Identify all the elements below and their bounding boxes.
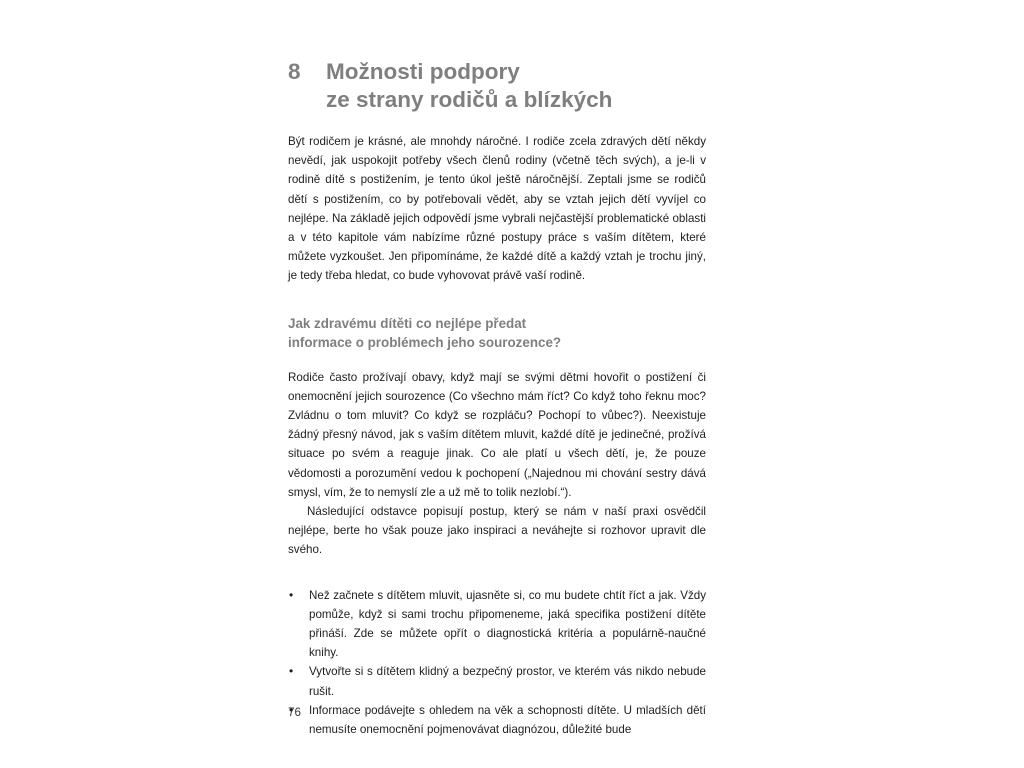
chapter-title-line-2: ze strany rodičů a blízkých bbox=[326, 87, 613, 112]
section-heading-line-1: Jak zdravému dítěti co nejlépe předat bbox=[288, 315, 527, 331]
bullet-list bbox=[288, 586, 706, 740]
section-heading bbox=[288, 314, 706, 352]
bullet-item: • Vytvořte si s dítětem klidný a bezpečný prostor, ve kterém vás nikdo nebude rušit. bbox=[288, 662, 706, 700]
book-page bbox=[288, 58, 706, 739]
section-heading-line-2: informace o problémech jeho sourozence? bbox=[288, 334, 562, 350]
chapter-number: 8 bbox=[288, 59, 301, 84]
page-number: 76 bbox=[288, 706, 301, 719]
chapter-heading bbox=[288, 58, 706, 114]
bullet-item: • Informace podávejte s ohledem na věk a schopnosti dítěte. U mladších dětí nemusíte onemocnění pojmenovávat diagnózou, důležité bude bbox=[288, 701, 706, 739]
chapter-title bbox=[326, 58, 706, 114]
section-paragraph-2: Následující odstavce popisují postup, který se nám v naší praxi osvědčil nejlépe, berte ho však pouze jako inspiraci a neváhejte si rozhovor upravit dle svého. bbox=[288, 505, 706, 557]
chapter-title-line-1: Možnosti podpory bbox=[326, 59, 520, 84]
intro-paragraph: Být rodičem je krásné, ale mnohdy náročné. I rodiče zcela zdravých dětí někdy nevědí, jak uspokojit potřeby všech členů rodiny (včetně těch svých), a je-li v rodině dítě s postižením, je tento úkol ještě náročnější. Zeptali jsme se rodičů dětí s postižením, co by potřebovali vědět, aby se vztah jejich dětí vyvíjel co nejlépe. Na základě jejich odpovědí jsme vybrali nejčastější problematické oblasti a v této kapitole vám nabízíme různé postupy práce s vaším dítětem, které můžete vyzkoušet. Jen připomínáme, že každé dítě a každý vztah je trochu jiný, je tedy třeba hledat, co bude vyhovovat právě vaší rodině. bbox=[288, 135, 706, 283]
section-paragraph-1: Rodiče často prožívají obavy, když mají se svými dětmi hovořit o postižení či onemocnění jejich sourozence (Co všechno mám říct? Co když toho řeknu moc? Zvládnu o tom mluvit? Co když se rozpláču? Pochopí to vůbec?). Neexistuje žádný přesný návod, jak s vaším dítětem mluvit, každé dítě je jedinečné, prožívá situace po svém a reaguje jinak. Co ale platí u všech dětí, je, že pouze vědomosti a porozumění vedou k pochopení („Najednou mi chování sestry dává smysl, vím, že to nemyslí zle a už mě to tolik nezlobí.“). bbox=[288, 370, 706, 499]
bullet-item: • Než začnete s dítětem mluvit, ujasněte si, co mu budete chtít říct a jak. Vždy pomůže, když si sami trochu připomeneme, jaká specifika postižení dítěte přináší. Zde se můžete opřít o diagnostická kritéria a populárně-naučné knihy. bbox=[288, 586, 706, 663]
